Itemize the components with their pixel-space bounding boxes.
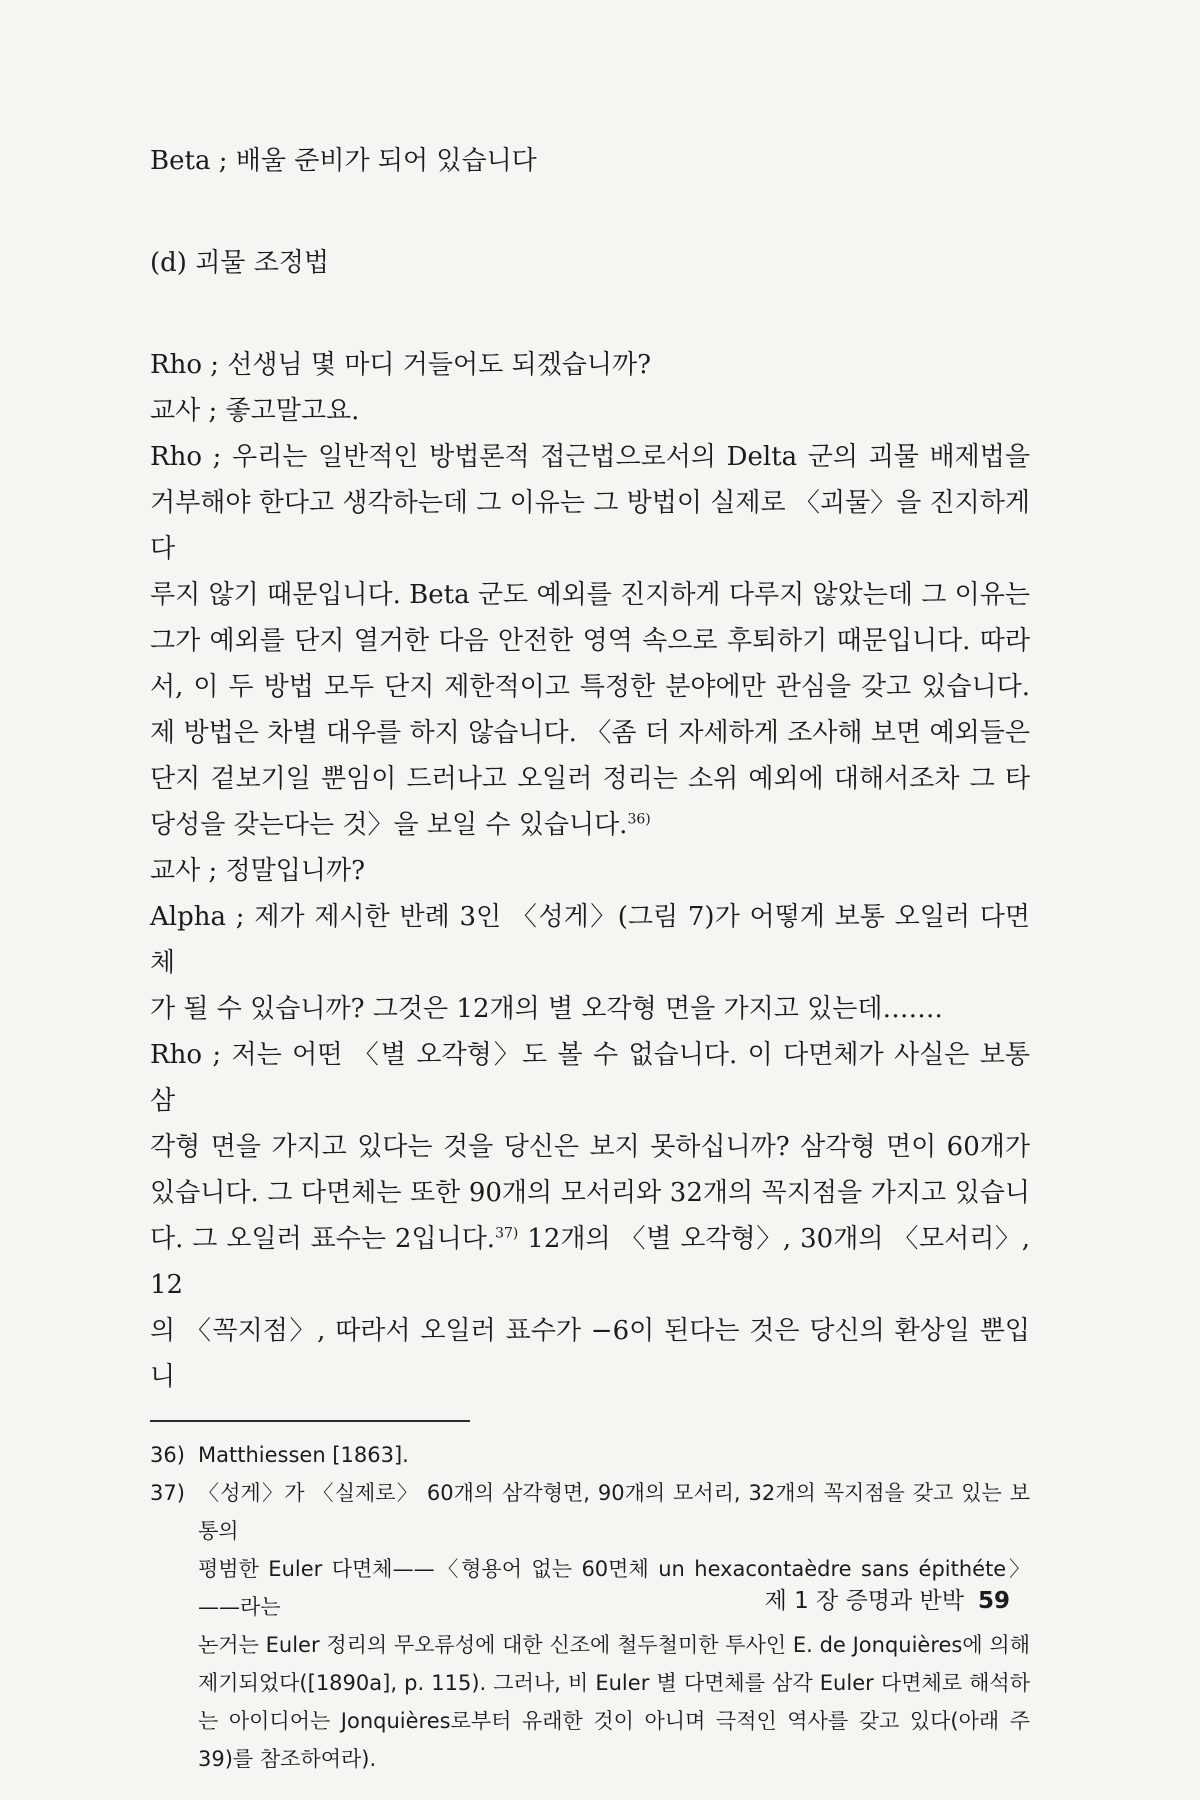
footnote-37 xyxy=(150,1474,1030,1778)
paragraph-line: Alpha ; 제가 제시한 반례 3인 〈성게〉(그림 7)가 어떻게 보통 오일러 다면체 xyxy=(150,902,1030,978)
paragraph-line xyxy=(150,1216,1030,1308)
page-number: 59 xyxy=(977,1588,1010,1614)
page-footer xyxy=(765,1582,1010,1615)
section-heading: (d) 괴물 조정법 xyxy=(150,248,330,278)
paragraph-line-text: 당성을 갖는다는 것〉을 보일 수 있습니다. xyxy=(150,810,628,840)
rho-question: Rho ; 선생님 몇 마디 거들어도 되겠습니까? xyxy=(150,350,652,380)
footnote-line: 논거는 Euler 정리의 무오류성에 대한 신조에 철두철미한 투사인 E. de Jonquières에 의해 xyxy=(198,1633,1030,1657)
footnote-line: 평범한 Euler 다면체——〈형용어 없는 60면체 un hexacontaèdre sans épithéte〉——라는 xyxy=(198,1557,1030,1619)
footnote-line: 〈성게〉가 〈실제로〉 60개의 삼각형면, 90개의 모서리, 32개의 꼭지점을 갖고 있는 보통의 xyxy=(198,1481,1030,1543)
paragraph-line: 그가 예외를 단지 열거한 다음 안전한 영역 속으로 후퇴하기 때문입니다. 따라 xyxy=(150,626,1030,656)
rho-paragraph xyxy=(150,434,1030,848)
paragraph-line: Rho ; 우리는 일반적인 방법론적 접근법으로서의 Delta 군의 괴물 배제법을 xyxy=(150,442,1030,472)
paragraph-line: 의 〈꼭지점〉, 따라서 오일러 표수가 −6이 된다는 것은 당신의 환상일 뿐입니 xyxy=(150,1316,1030,1392)
footnote-number: 37) xyxy=(150,1481,185,1505)
paragraph-line: 가 될 수 있습니까? 그것은 12개의 별 오각형 면을 가지고 있는데……. xyxy=(150,994,943,1024)
rho-second-paragraph xyxy=(150,1032,1030,1400)
beta-line: Beta ; 배울 준비가 되어 있습니다 xyxy=(150,146,537,176)
paragraph-line-text: 다. 그 오일러 표수는 2입니다. xyxy=(150,1224,496,1254)
footnote-line: 제기되었다([1890a], p. 115). 그러나, 비 Euler 별 다면체를 삼각 Euler 다면체로 해석하 xyxy=(198,1671,1030,1695)
footnote-line: 39)를 참조하여라). xyxy=(198,1747,377,1771)
paragraph-line-text: 12개의 〈별 오각형〉, 30개의 〈모서리〉, 12 xyxy=(150,1224,1030,1300)
paragraph-line: 제 방법은 차별 대우를 하지 않습니다. 〈좀 더 자세하게 조사해 보면 예외들은 xyxy=(150,718,1030,748)
footnote-number: 36) xyxy=(150,1443,185,1467)
alpha-paragraph xyxy=(150,894,1030,1032)
running-chapter-title: 제 1 장 증명과 반박 xyxy=(764,1588,964,1614)
teacher-reply: 교사 ; 좋고말고요. xyxy=(150,396,360,426)
footnote-ref-36[interactable]: 36) xyxy=(627,811,651,828)
paragraph-line: 루지 않기 때문입니다. Beta 군도 예외를 진지하게 다루지 않았는데 그 이유는 xyxy=(150,580,1030,610)
paragraph-line xyxy=(150,802,1030,848)
paragraph-line: 단지 겉보기일 뿐임이 드러나고 오일러 정리는 소위 예외에 대해서조차 그 타 xyxy=(150,764,1030,794)
page-content xyxy=(150,138,1030,1778)
paragraph-line: 있습니다. 그 다면체는 또한 90개의 모서리와 32개의 꼭지점을 가지고 있습니 xyxy=(150,1178,1030,1208)
paragraph-line: Rho ; 저는 어떤 〈별 오각형〉도 볼 수 없습니다. 이 다면체가 사실은 보통 삼 xyxy=(150,1040,1030,1116)
footnote-ref-37[interactable]: 37) xyxy=(495,1225,519,1242)
footnote-text: Matthiessen [1863]. xyxy=(198,1443,409,1467)
paragraph-line: 각형 면을 가지고 있다는 것을 당신은 보지 못하십니까? 삼각형 면이 60개가 xyxy=(150,1132,1030,1162)
teacher-question: 교사 ; 정말입니까? xyxy=(150,856,366,886)
footnote-divider xyxy=(150,1420,470,1422)
paragraph-line: 거부해야 한다고 생각하는데 그 이유는 그 방법이 실제로 〈괴물〉을 진지하게 다 xyxy=(150,488,1030,564)
footnote-line: 는 아이디어는 Jonquières로부터 유래한 것이 아니며 극적인 역사를 갖고 있다(아래 주 xyxy=(198,1709,1030,1733)
footnote-36 xyxy=(150,1436,1030,1474)
paragraph-line: 서, 이 두 방법 모두 단지 제한적이고 특정한 분야에만 관심을 갖고 있습니다. xyxy=(150,672,1030,702)
